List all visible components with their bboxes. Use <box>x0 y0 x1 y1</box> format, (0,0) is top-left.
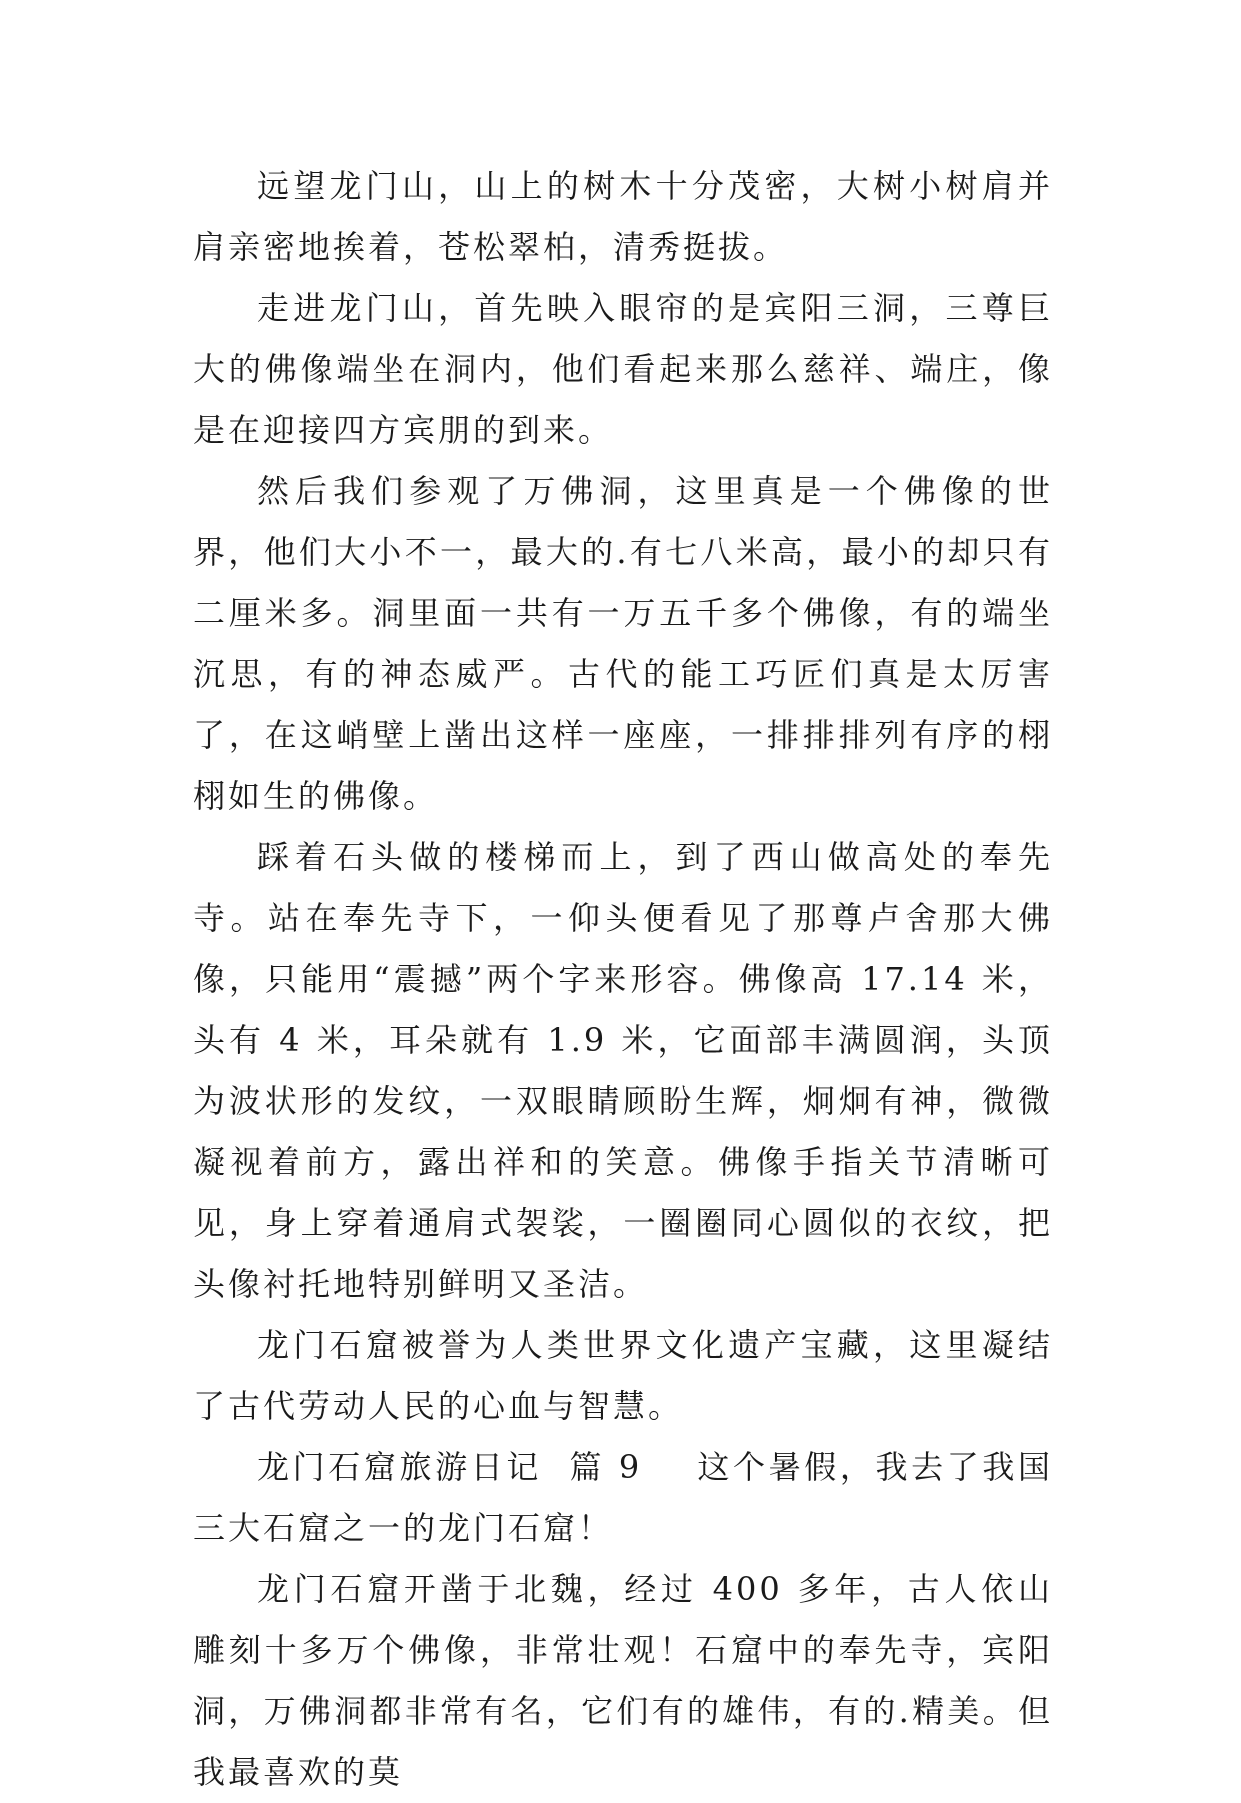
paragraph-binyang-caves: 走进龙门山，首先映入眼帘的是宾阳三洞，三尊巨大的佛像端坐在洞内，他们看起来那么慈祥、端庄，像是在迎接四方宾朋的到来。 <box>193 289 1053 449</box>
paragraph-world-heritage: 龙门石窟被誉为人类世界文化遗产宝藏，这里凝结了古代劳动人民的心血与智慧。 <box>193 1326 1053 1425</box>
paragraph-northern-wei: 龙门石窟开凿于北魏，经过 400 多年，古人依山雕刻十多万个佛像，非常壮观！石窟中的奉先寺，宾阳洞，万佛洞都非常有名，它们有的雄伟，有的.精美。但我最喜欢的莫 <box>193 1570 1053 1791</box>
paragraph-diary-9-intro: 龙门石窟旅游日记 篇 9 这个暑假，我去了我国三大石窟之一的龙门石窟！ <box>193 1448 1053 1547</box>
paragraph-fengxian-temple: 踩着石头做的楼梯而上，到了西山做高处的奉先寺。站在奉先寺下，一仰头便看见了那尊卢舍那大佛像，只能用“震撼”两个字来形容。佛像高 17.14 米，头有 4 米，耳朵就有 1.9 米，它面部丰满圆润，头顶为波状形的发纹，一双眼睛顾盼生辉，炯炯有神，微微凝视着前方，露出祥和的笑意。佛像手指关节清晰可见，身上穿着通肩式袈裟，一圈圈同心圆似的衣纹，把头像衬托地特别鲜明又圣洁。 <box>193 838 1053 1303</box>
paragraph-longmen-mountain: 远望龙门山，山上的树木十分茂密，大树小树肩并肩亲密地挨着，苍松翠柏，清秀挺拔。 <box>193 167 1053 266</box>
document-body <box>193 156 1053 1803</box>
paragraph-wanfo-cave: 然后我们参观了万佛洞，这里真是一个佛像的世界，他们大小不一，最大的.有七八米高，最小的却只有二厘米多。洞里面一共有一万五千多个佛像，有的端坐沉思，有的神态威严。古代的能工巧匠们真是太厉害了，在这峭壁上凿出这样一座座，一排排排列有序的栩栩如生的佛像。 <box>193 472 1053 815</box>
